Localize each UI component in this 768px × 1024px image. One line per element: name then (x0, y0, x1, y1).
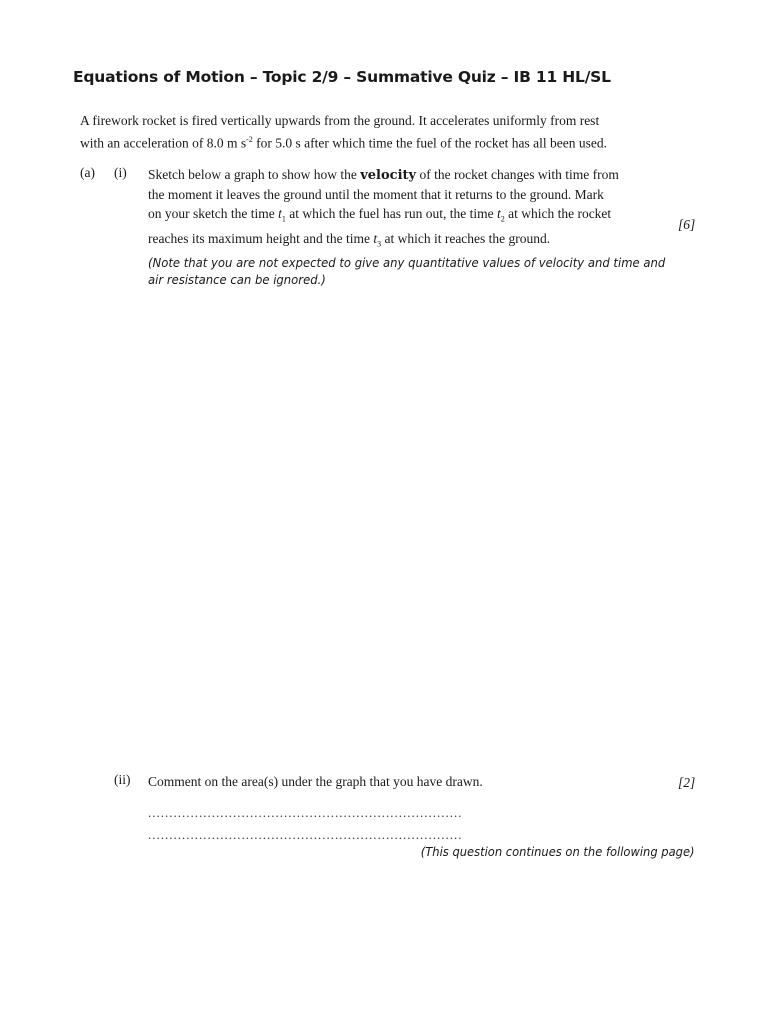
part-i-line-4 (148, 229, 660, 254)
part-ii-marks: [2] (678, 775, 696, 790)
intro-line-2 (80, 130, 660, 153)
t2-symbol: t (496, 206, 501, 221)
part-i-line-1 (148, 165, 660, 185)
part-i-label: (i) (114, 165, 127, 180)
note-line-2: air resistance can be ignored.) (148, 272, 326, 287)
intro-line-2-end: for 5.0 s after which time the fuel of the rocket has all been used. (252, 135, 607, 151)
answer-line-2[interactable]: .......................................................................... (148, 827, 463, 842)
t2-subscript: 2 (500, 214, 505, 224)
t1-symbol: t (278, 206, 282, 221)
page-title: Equations of Motion – Topic 2/9 – Summative Quiz – IB 11 HL/SL (73, 68, 611, 86)
answer-line-1[interactable]: .......................................................................... (148, 805, 463, 820)
continuation-note: (This question continues on the following page) (421, 844, 695, 859)
part-ii-label: (ii) (114, 772, 131, 787)
part-i-line-2: the moment it leaves the ground until the moment that it returns to the ground. Mark (148, 187, 604, 202)
part-i-line-1-end: of the rocket changes with time from (416, 167, 619, 182)
part-i-line-3-end: at which the rocket (504, 206, 612, 221)
part-i-line-4-end: at which it reaches the ground. (381, 230, 551, 246)
part-i-line-1-start: Sketch below a graph to show how the (148, 167, 361, 182)
part-i-line-3-start: on your sketch the time (148, 206, 279, 221)
t3-subscript: 3 (377, 239, 382, 249)
velocity-keyword: velocity (360, 168, 417, 183)
part-i-line-3 (148, 204, 660, 229)
t3-symbol: t (373, 230, 378, 246)
t1-subscript: 1 (281, 214, 286, 224)
part-i-line-4-start: reaches its maximum height and the time (148, 230, 374, 246)
intro-line-2-start: with an acceleration of 8.0 m s (80, 135, 247, 151)
part-ii-text: Comment on the area(s) under the graph that you have drawn. (148, 774, 483, 789)
intro-line-1: A firework rocket is fired vertically upwards from the ground. It accelerates uniformly from rest (80, 113, 600, 128)
part-i-marks: [6] (678, 217, 696, 232)
unit-exponent: -2 (246, 135, 253, 144)
part-i-text (148, 165, 660, 253)
part-i-line-3-middle: at which the fuel has run out, the time (285, 206, 497, 221)
part-i-note (148, 254, 666, 288)
note-line-1: (Note that you are not expected to give any quantitative values of velocity and time and (148, 255, 666, 270)
question-a-label: (a) (80, 165, 95, 180)
intro-paragraph (80, 111, 660, 153)
